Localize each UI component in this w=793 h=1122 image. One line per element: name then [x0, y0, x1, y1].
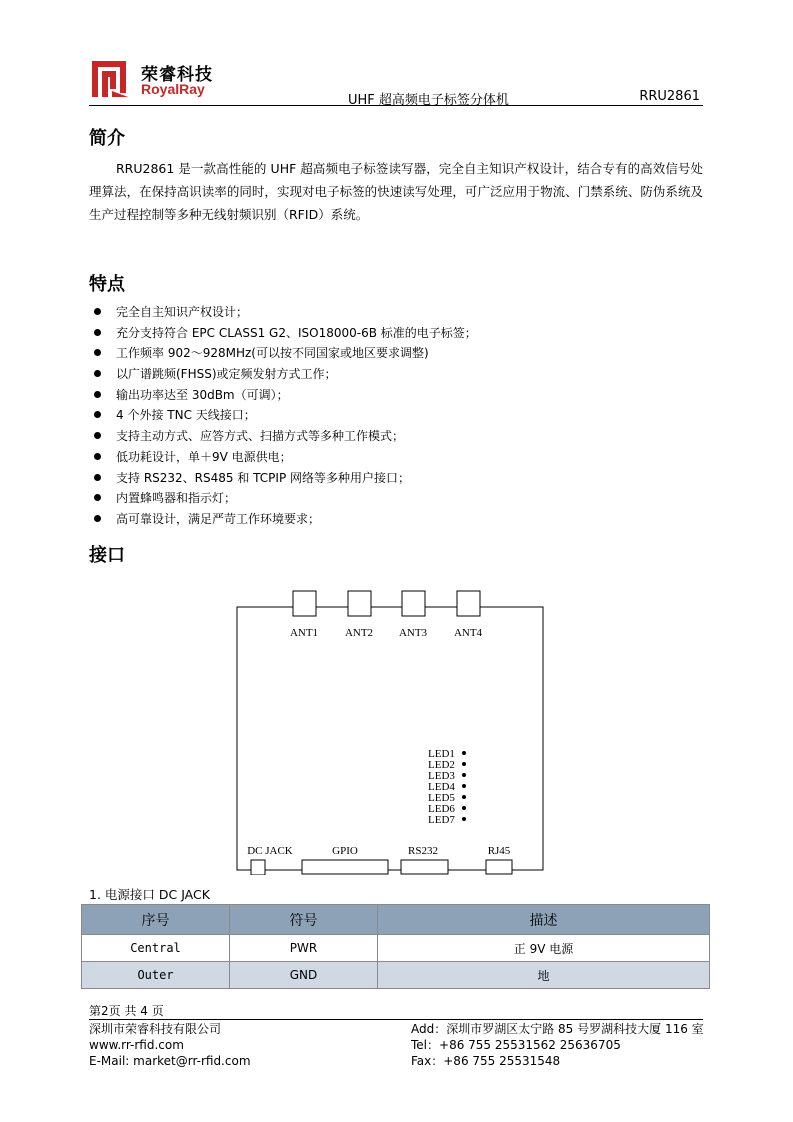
- bullet-icon: [94, 329, 101, 336]
- footer-address: Add：深圳市罗湖区太宁路 85 号罗湖科技大厦 116 室: [411, 1022, 704, 1036]
- led3-label: LED3: [428, 770, 455, 782]
- led5-indicator: [462, 795, 466, 799]
- led4-indicator: [462, 784, 466, 788]
- list-item: 支持 RS232、RS485 和 TCPIP 网络等多种用户接口；: [94, 468, 477, 489]
- ant2-connector: [348, 591, 371, 616]
- bullet-icon: [94, 494, 101, 501]
- led5-label: LED5: [428, 792, 455, 804]
- dc-jack-port: [251, 860, 265, 875]
- brand-name-cn: 荣睿科技: [141, 65, 213, 85]
- led6-label: LED6: [428, 803, 455, 815]
- column-header: 描述: [378, 905, 710, 935]
- ant4-label: ANT4: [453, 627, 483, 639]
- bullet-icon: [94, 515, 101, 522]
- led6-indicator: [462, 806, 466, 810]
- ant2-label: ANT2: [344, 627, 374, 639]
- interface-heading: 接口: [89, 545, 125, 566]
- footer-email-link[interactable]: E-Mail: market@rr-rfid.com: [89, 1054, 251, 1068]
- list-item: 低功耗设计，单＋9V 电源供电；: [94, 447, 477, 468]
- rj45-port: [486, 860, 512, 874]
- features-list: [94, 302, 477, 530]
- power-section-caption: 1. 电源接口 DC JACK: [89, 887, 210, 902]
- bullet-icon: [94, 370, 101, 377]
- list-item: 内置蜂鸣器和指示灯；: [94, 488, 477, 509]
- royalray-logo-icon: [89, 58, 131, 100]
- table-cell: GND: [230, 962, 378, 989]
- led1-indicator: [462, 751, 466, 755]
- list-item: 工作频率 902～928MHz(可以按不同国家或地区要求调整): [94, 343, 477, 364]
- rj45-label: RJ45: [487, 845, 511, 857]
- list-item: 完全自主知识产权设计；: [94, 302, 477, 323]
- bullet-icon: [94, 391, 101, 398]
- table-cell: Central: [82, 935, 230, 962]
- brand-name-en: RoyalRay: [141, 81, 205, 97]
- document-model: RRU2861: [639, 89, 700, 104]
- table-cell: 地: [378, 962, 710, 989]
- led7-label: LED7: [428, 814, 455, 826]
- ant1-connector: [293, 591, 316, 616]
- dc-jack-label: DC JACK: [247, 845, 293, 857]
- rs232-label: RS232: [408, 845, 438, 857]
- led7-indicator: [462, 817, 466, 821]
- bullet-icon: [94, 308, 101, 315]
- ant4-connector: [457, 591, 480, 616]
- footer-fax: Fax：+86 755 25531548: [411, 1054, 561, 1068]
- intro-heading: 简介: [89, 128, 125, 149]
- bullet-icon: [94, 349, 101, 356]
- intro-paragraph: RRU2861 是一款高性能的 UHF 超高频电子标签读写器，完全自主知识产权设计，结合专有的高效信号处理算法，在保持高识读率的同时，实现对电子标签的快速读写处理，可广泛应用于物流、门禁系统、防伪系统及生产过程控制等多种无线射频识别（RFID）系统。: [89, 161, 703, 222]
- table-cell: PWR: [230, 935, 378, 962]
- led3-indicator: [462, 773, 466, 777]
- bullet-icon: [94, 411, 101, 418]
- list-item: 输出功率达至 30dBm（可调）；: [94, 385, 477, 406]
- gpio-port: [302, 860, 388, 874]
- footer-divider: [89, 1019, 703, 1020]
- power-interface-table: [81, 904, 710, 989]
- list-item: 高可靠设计，满足严苛工作环境要求；: [94, 509, 477, 530]
- page-number: 第2页 共 4 页: [89, 1004, 164, 1018]
- table-cell: Outer: [82, 962, 230, 989]
- led1-label: LED1: [428, 748, 455, 760]
- bullet-icon: [94, 474, 101, 481]
- led2-indicator: [462, 762, 466, 766]
- ant3-label: ANT3: [398, 627, 428, 639]
- header-divider: [89, 105, 703, 106]
- footer-company: 深圳市荣睿科技有限公司: [89, 1022, 222, 1036]
- footer-tel: Tel：+86 755 25531562 25636705: [411, 1038, 621, 1052]
- bullet-icon: [94, 432, 101, 439]
- list-item: 4 个外接 TNC 天线接口；: [94, 405, 477, 426]
- document-title: UHF 超高频电子标签分体机: [348, 93, 509, 108]
- column-header: 符号: [230, 905, 378, 935]
- column-header: 序号: [82, 905, 230, 935]
- gpio-label: GPIO: [332, 845, 358, 857]
- interface-diagram: [220, 585, 560, 875]
- table-cell: 正 9V 电源: [378, 935, 710, 962]
- list-item: 以广谱跳频(FHSS)或定频发射方式工作；: [94, 364, 477, 385]
- led4-label: LED4: [428, 781, 455, 793]
- ant3-connector: [402, 591, 425, 616]
- rs232-port: [401, 860, 448, 874]
- footer-website-link[interactable]: www.rr-rfid.com: [89, 1038, 184, 1052]
- bullet-icon: [94, 453, 101, 460]
- led2-label: LED2: [428, 759, 455, 771]
- table-row: [82, 935, 710, 962]
- features-heading: 特点: [89, 274, 125, 295]
- ant1-label: ANT1: [289, 627, 319, 639]
- device-outline: [237, 607, 543, 870]
- table-header-row: [82, 905, 710, 935]
- table-row: [82, 962, 710, 989]
- list-item: 支持主动方式、应答方式、扫描方式等多种工作模式；: [94, 426, 477, 447]
- list-item: 充分支持符合 EPC CLASS1 G2、ISO18000-6B 标准的电子标签；: [94, 323, 477, 344]
